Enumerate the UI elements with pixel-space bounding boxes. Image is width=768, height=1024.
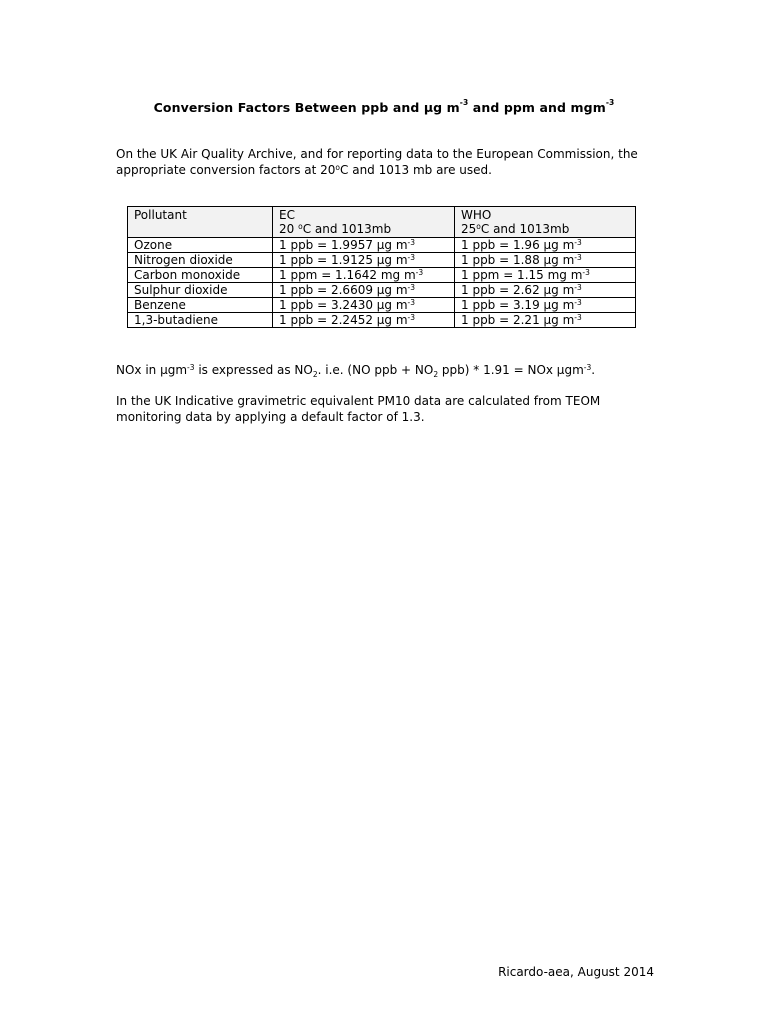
pollutant-cell: Carbon monoxide <box>128 268 273 283</box>
pm10-paragraph: In the UK Indicative gravimetric equivalent PM10 data are calculated from TEOM monitoring data by applying a default factor of 1.3. <box>116 394 601 424</box>
header-who: WHO 25$^o$C and 1013mb <box>455 207 636 238</box>
ec-factor-cell: 1 ppb = 2.2452 µg $m^{-3}$ <box>273 313 455 328</box>
table-row <box>128 253 636 268</box>
table-row <box>128 268 636 283</box>
who-factor-cell: 1 ppb = 1.96 µg $m^{-3}$ <box>455 238 636 253</box>
ec-factor-cell: 1 ppb = 3.2430 µg $m^{-3}$ <box>273 298 455 313</box>
intro-paragraph: On the UK Air Quality Archive, and for reporting data to the European Commission, the appropriate conversion factors at 20$^o$C and 1013 mb are used. <box>116 147 638 177</box>
who-factor-cell: 1 ppb = 3.19 µg $m^{-3}$ <box>455 298 636 313</box>
who-factor-cell: 1 ppb = 2.62 µg $m^{-3}$ <box>455 283 636 298</box>
nox-paragraph: NOx in µgm$^{-3}$ is expressed as $NO_2$. i.e. (NO ppb + $NO_2$ ppb) * 1.91 = NOx µgm$^{-3}$. <box>116 363 596 379</box>
footer-credit: Ricardo-aea, August 2014 <box>498 965 654 979</box>
ec-factor-cell: 1 ppm = 1.1642 mg $m^{-3}$ <box>273 268 455 283</box>
ec-factor-cell: 1 ppb = 2.6609 µg $m^{-3}$ <box>273 283 455 298</box>
pollutant-cell: Nitrogen dioxide <box>128 253 273 268</box>
table-row <box>128 313 636 328</box>
table-header-row <box>128 207 636 238</box>
pollutant-cell: 1,3-butadiene <box>128 313 273 328</box>
header-ec: EC 20 $^o$C and 1013mb <box>273 207 455 238</box>
header-pollutant: Pollutant <box>128 207 273 238</box>
table-row <box>128 298 636 313</box>
ec-factor-cell: 1 ppb = 1.9125 µg $m^{-3}$ <box>273 253 455 268</box>
who-factor-cell: 1 ppm = 1.15 mg $m^{-3}$ <box>455 268 636 283</box>
pollutant-cell: Benzene <box>128 298 273 313</box>
pollutant-cell: Sulphur dioxide <box>128 283 273 298</box>
conversion-table <box>127 206 636 328</box>
document-title: Conversion Factors Between ppb and µg $m^{-3}$ and ppm and mgm$^{-3}$ <box>153 98 615 115</box>
who-factor-cell: 1 ppb = 1.88 µg $m^{-3}$ <box>455 253 636 268</box>
pollutant-cell: Ozone <box>128 238 273 253</box>
who-factor-cell: 1 ppb = 2.21 µg $m^{-3}$ <box>455 313 636 328</box>
table-row <box>128 283 636 298</box>
ec-factor-cell: 1 ppb = 1.9957 µg $m^{-3}$ <box>273 238 455 253</box>
table-row <box>128 238 636 253</box>
